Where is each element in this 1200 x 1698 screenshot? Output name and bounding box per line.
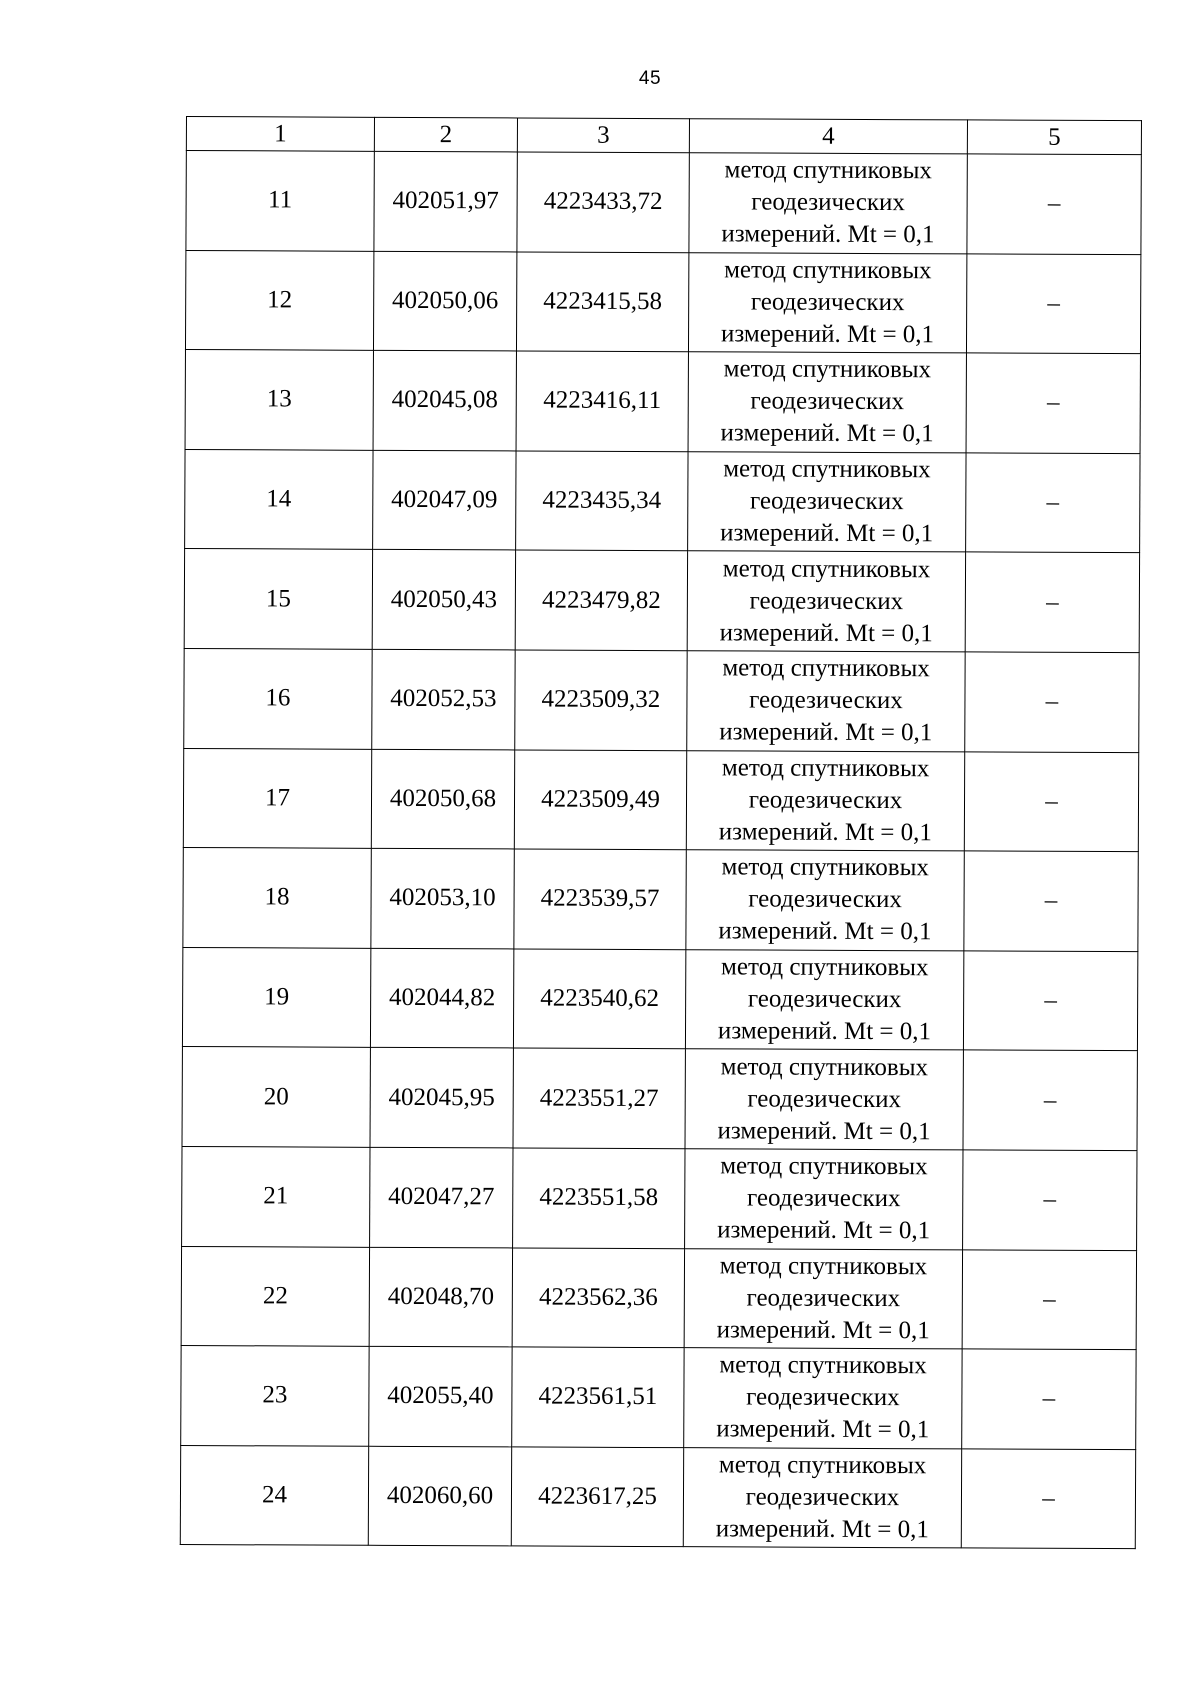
column-header-5: 5	[967, 120, 1141, 155]
point-number-cell: 18	[183, 848, 371, 948]
table-row	[183, 848, 1138, 952]
method-cell: метод спутниковых геодезических измерений. Mt = 0,1	[685, 949, 963, 1050]
note-cell: –	[965, 552, 1139, 652]
point-number-cell: 24	[180, 1445, 368, 1545]
note-cell: –	[965, 652, 1139, 752]
note-cell: –	[966, 353, 1140, 453]
table-row	[180, 1445, 1135, 1549]
note-cell: –	[962, 1349, 1136, 1449]
method-cell: метод спутниковых геодезических измерений. Mt = 0,1	[683, 1447, 961, 1548]
x-coordinate-cell: 402045,08	[373, 351, 516, 451]
table-row	[183, 748, 1138, 852]
x-coordinate-cell: 402048,70	[369, 1247, 512, 1347]
y-coordinate-cell: 4223539,57	[514, 849, 686, 949]
x-coordinate-cell: 402050,68	[371, 749, 514, 849]
page-number: 45	[638, 68, 662, 89]
table-row	[186, 151, 1141, 255]
table-header	[186, 117, 1141, 155]
point-number-cell: 11	[186, 151, 374, 251]
method-cell: метод спутниковых геодезических измерений. Mt = 0,1	[687, 551, 965, 652]
y-coordinate-cell: 4223416,11	[516, 351, 688, 451]
method-cell: метод спутниковых геодезических измерений. Mt = 0,1	[688, 352, 966, 453]
point-number-cell: 14	[185, 449, 373, 549]
x-coordinate-cell: 402052,53	[372, 649, 515, 749]
y-coordinate-cell: 4223415,58	[516, 252, 688, 352]
point-number-cell: 20	[182, 1047, 370, 1147]
table-row	[181, 1246, 1136, 1350]
table-row	[182, 1047, 1137, 1151]
column-header-3: 3	[517, 118, 689, 153]
y-coordinate-cell: 4223479,82	[515, 550, 687, 650]
note-cell: –	[966, 453, 1140, 553]
note-cell: –	[961, 1449, 1135, 1549]
table-row	[181, 1346, 1136, 1450]
method-cell: метод спутниковых геодезических измерений. Mt = 0,1	[686, 850, 964, 951]
x-coordinate-cell: 402060,60	[368, 1446, 511, 1546]
x-coordinate-cell: 402044,82	[370, 948, 513, 1048]
y-coordinate-cell: 4223540,62	[513, 949, 685, 1049]
x-coordinate-cell: 402045,95	[370, 1048, 513, 1148]
y-coordinate-cell: 4223509,49	[514, 750, 686, 850]
header-row	[186, 117, 1141, 155]
point-number-cell: 22	[181, 1246, 369, 1346]
table-row	[185, 250, 1140, 354]
x-coordinate-cell: 402050,43	[372, 550, 515, 650]
y-coordinate-cell: 4223617,25	[511, 1447, 683, 1547]
point-number-cell: 17	[183, 748, 371, 848]
point-number-cell: 19	[182, 947, 370, 1047]
x-coordinate-cell: 402047,27	[370, 1147, 513, 1247]
y-coordinate-cell: 4223509,32	[515, 650, 687, 750]
table-row	[182, 947, 1137, 1051]
x-coordinate-cell: 402050,06	[373, 251, 516, 351]
column-header-2: 2	[374, 117, 517, 152]
note-cell: –	[963, 1050, 1137, 1150]
column-header-4: 4	[689, 119, 967, 154]
point-number-cell: 23	[181, 1346, 369, 1446]
note-cell: –	[962, 1249, 1136, 1349]
coordinates-table	[180, 116, 1142, 1549]
note-cell: –	[964, 851, 1138, 951]
y-coordinate-cell: 4223562,36	[512, 1247, 684, 1347]
point-number-cell: 16	[184, 648, 372, 748]
table-row	[184, 549, 1139, 653]
method-cell: метод спутниковых геодезических измерений. Mt = 0,1	[689, 153, 967, 254]
x-coordinate-cell: 402051,97	[374, 151, 517, 251]
y-coordinate-cell: 4223561,51	[512, 1347, 684, 1447]
method-cell: метод спутниковых геодезических измерений. Mt = 0,1	[688, 252, 966, 353]
method-cell: метод спутниковых геодезических измерений. Mt = 0,1	[685, 1049, 963, 1150]
point-number-cell: 13	[185, 350, 373, 450]
y-coordinate-cell: 4223551,27	[513, 1048, 685, 1148]
y-coordinate-cell: 4223435,34	[516, 451, 688, 551]
method-cell: метод спутниковых геодезических измерений. Mt = 0,1	[687, 651, 965, 752]
method-cell: метод спутниковых геодезических измерений. Mt = 0,1	[684, 1248, 962, 1349]
y-coordinate-cell: 4223551,58	[513, 1148, 685, 1248]
x-coordinate-cell: 402055,40	[369, 1346, 512, 1446]
note-cell: –	[964, 751, 1138, 851]
note-cell: –	[966, 254, 1140, 354]
note-cell: –	[967, 154, 1141, 254]
note-cell: –	[963, 1150, 1137, 1250]
method-cell: метод спутниковых геодезических измерений. Mt = 0,1	[686, 750, 964, 851]
x-coordinate-cell: 402053,10	[371, 848, 514, 948]
point-number-cell: 12	[185, 250, 373, 350]
x-coordinate-cell: 402047,09	[373, 450, 516, 550]
method-cell: метод спутниковых геодезических измерений. Mt = 0,1	[685, 1149, 963, 1250]
table-body	[180, 151, 1141, 1549]
method-cell: метод спутниковых геодезических измерений. Mt = 0,1	[688, 451, 966, 552]
table-row	[185, 449, 1140, 553]
table-row	[185, 350, 1140, 454]
point-number-cell: 21	[182, 1146, 370, 1246]
y-coordinate-cell: 4223433,72	[517, 152, 689, 252]
table-row	[184, 648, 1139, 752]
note-cell: –	[963, 951, 1137, 1051]
column-header-1: 1	[186, 117, 374, 152]
point-number-cell: 15	[184, 549, 372, 649]
method-cell: метод спутниковых геодезических измерений. Mt = 0,1	[684, 1348, 962, 1449]
table-row	[182, 1146, 1137, 1250]
